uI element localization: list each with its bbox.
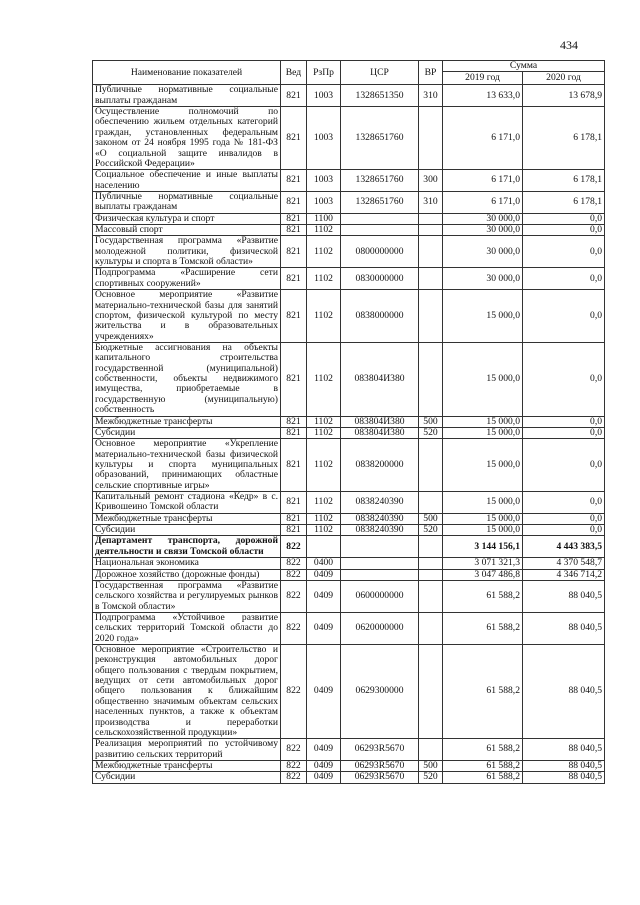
cell-vr — [419, 107, 443, 170]
cell-name: Публичные нормативные социальные выплаты гражданам — [93, 191, 281, 213]
cell-ved: 821 — [281, 236, 307, 268]
cell-vr — [419, 439, 443, 492]
cell-y2020: 13 678,9 — [523, 85, 605, 107]
cell-ved: 822 — [281, 558, 307, 569]
cell-ved: 821 — [281, 290, 307, 343]
cell-ved: 822 — [281, 580, 307, 612]
cell-csr — [341, 213, 419, 224]
cell-csr: 1328651760 — [341, 107, 419, 170]
cell-y2019: 3 071 321,3 — [443, 558, 523, 569]
cell-vr — [419, 268, 443, 290]
cell-y2019: 30 000,0 — [443, 213, 523, 224]
cell-csr: 1328651760 — [341, 191, 419, 213]
cell-y2020: 88 040,5 — [523, 612, 605, 644]
cell-csr — [341, 558, 419, 569]
cell-csr — [341, 225, 419, 236]
cell-name: Публичные нормативные социальные выплаты гражданам — [93, 85, 281, 107]
cell-y2019: 61 588,2 — [443, 580, 523, 612]
cell-ved: 821 — [281, 107, 307, 170]
cell-y2020: 0,0 — [523, 439, 605, 492]
cell-ved: 821 — [281, 513, 307, 524]
cell-y2020: 6 178,1 — [523, 107, 605, 170]
cell-y2020: 4 346 714,2 — [523, 569, 605, 580]
cell-vr — [419, 236, 443, 268]
cell-csr: 06293R5670 — [341, 761, 419, 772]
header-sum: Сумма — [443, 61, 605, 72]
cell-name: Межбюджетные трансферты — [93, 416, 281, 427]
cell-y2020: 0,0 — [523, 492, 605, 514]
cell-y2019: 30 000,0 — [443, 268, 523, 290]
cell-name: Социальное обеспечение и иные выплаты населению — [93, 170, 281, 192]
cell-rzpr: 0409 — [307, 761, 341, 772]
cell-vr — [419, 492, 443, 514]
cell-rzpr: 1003 — [307, 107, 341, 170]
cell-csr: 0629300000 — [341, 645, 419, 739]
cell-rzpr: 1102 — [307, 225, 341, 236]
cell-y2019: 13 633,0 — [443, 85, 523, 107]
cell-rzpr: 1102 — [307, 513, 341, 524]
cell-vr — [419, 645, 443, 739]
cell-y2019: 61 588,2 — [443, 645, 523, 739]
cell-rzpr: 1003 — [307, 191, 341, 213]
cell-y2020: 0,0 — [523, 513, 605, 524]
cell-rzpr: 1102 — [307, 439, 341, 492]
cell-vr — [419, 580, 443, 612]
table-row — [93, 645, 605, 739]
cell-y2020: 6 178,1 — [523, 170, 605, 192]
cell-y2020: 0,0 — [523, 416, 605, 427]
cell-ved: 822 — [281, 739, 307, 761]
cell-ved: 821 — [281, 191, 307, 213]
cell-rzpr: 0409 — [307, 569, 341, 580]
cell-ved: 822 — [281, 612, 307, 644]
cell-y2019: 6 171,0 — [443, 107, 523, 170]
cell-rzpr: 1102 — [307, 492, 341, 514]
cell-ved: 821 — [281, 427, 307, 438]
table-row — [93, 342, 605, 416]
cell-rzpr: 1102 — [307, 416, 341, 427]
cell-y2020: 4 370 548,7 — [523, 558, 605, 569]
cell-csr: 0838200000 — [341, 439, 419, 492]
cell-csr — [341, 536, 419, 558]
cell-vr: 520 — [419, 525, 443, 536]
table-row — [93, 439, 605, 492]
cell-rzpr: 0409 — [307, 772, 341, 783]
cell-ved: 822 — [281, 761, 307, 772]
table-row — [93, 569, 605, 580]
cell-ved: 821 — [281, 439, 307, 492]
cell-y2019: 15 000,0 — [443, 513, 523, 524]
cell-ved: 822 — [281, 569, 307, 580]
header-2020: 2020 год — [523, 72, 605, 85]
table-row — [93, 225, 605, 236]
cell-y2019: 61 588,2 — [443, 761, 523, 772]
table-row — [93, 290, 605, 343]
cell-name: Капитальный ремонт стадиона «Кедр» в с. Кривошеино Томской области — [93, 492, 281, 514]
table-row — [93, 236, 605, 268]
cell-csr: 0830000000 — [341, 268, 419, 290]
cell-vr — [419, 558, 443, 569]
cell-y2019: 30 000,0 — [443, 236, 523, 268]
header-vr: ВР — [419, 61, 443, 85]
cell-name: Подпрограмма «Устойчивое развитие сельских территорий Томской области до 2020 года» — [93, 612, 281, 644]
page-number: 434 — [560, 38, 578, 52]
table-row — [93, 525, 605, 536]
header-csr: ЦСР — [341, 61, 419, 85]
cell-vr: 310 — [419, 191, 443, 213]
cell-csr: 0838240390 — [341, 492, 419, 514]
cell-ved: 821 — [281, 525, 307, 536]
cell-vr — [419, 612, 443, 644]
budget-table — [92, 60, 605, 784]
cell-rzpr: 0409 — [307, 739, 341, 761]
cell-name: Национальная экономика — [93, 558, 281, 569]
table-row — [93, 427, 605, 438]
table-row — [93, 580, 605, 612]
table-row — [93, 536, 605, 558]
table-row — [93, 170, 605, 192]
cell-y2020: 88 040,5 — [523, 645, 605, 739]
cell-ved: 821 — [281, 213, 307, 224]
cell-vr: 300 — [419, 170, 443, 192]
cell-rzpr: 0409 — [307, 580, 341, 612]
cell-y2020: 0,0 — [523, 213, 605, 224]
cell-y2020: 0,0 — [523, 225, 605, 236]
cell-rzpr: 1102 — [307, 427, 341, 438]
cell-name: Основное мероприятие «Развитие материально-технической базы для занятий спортом, физической культурой по месту жительства и в образовательных учреждениях» — [93, 290, 281, 343]
cell-y2019: 61 588,2 — [443, 612, 523, 644]
cell-name: Основное мероприятие «Строительство и реконструкция автомобильных дорог общего пользования с твердым покрытием, ведущих от сети автомобильных дорог общего пользования к ближайшим общественно значимым объектам сельских населенных пунктов, а также к объектам производства и переработки сельскохозяйственной продукции» — [93, 645, 281, 739]
cell-csr — [341, 569, 419, 580]
table-row — [93, 739, 605, 761]
cell-name: Бюджетные ассигнования на объекты капитального строительства государственной (муниципальной) собственности, объекты недвижимого имущества, приобретаемые в государственную (муниципальную) собственность — [93, 342, 281, 416]
cell-y2020: 6 178,1 — [523, 191, 605, 213]
cell-csr: 1328651760 — [341, 170, 419, 192]
cell-vr — [419, 290, 443, 343]
cell-vr — [419, 213, 443, 224]
table-body — [93, 85, 605, 783]
cell-rzpr: 1102 — [307, 525, 341, 536]
cell-y2019: 15 000,0 — [443, 439, 523, 492]
cell-y2019: 6 171,0 — [443, 170, 523, 192]
cell-ved: 821 — [281, 492, 307, 514]
cell-name: Департамент транспорта, дорожной деятельности и связи Томской области — [93, 536, 281, 558]
cell-ved: 822 — [281, 645, 307, 739]
cell-vr — [419, 739, 443, 761]
cell-y2020: 88 040,5 — [523, 739, 605, 761]
cell-y2019: 3 144 156,1 — [443, 536, 523, 558]
cell-vr — [419, 342, 443, 416]
cell-name: Физическая культура и спорт — [93, 213, 281, 224]
cell-csr: 083804И380 — [341, 427, 419, 438]
cell-y2020: 0,0 — [523, 290, 605, 343]
cell-y2019: 15 000,0 — [443, 342, 523, 416]
cell-csr: 0838000000 — [341, 290, 419, 343]
cell-y2019: 15 000,0 — [443, 416, 523, 427]
cell-ved: 821 — [281, 225, 307, 236]
cell-rzpr: 1003 — [307, 170, 341, 192]
cell-vr: 500 — [419, 416, 443, 427]
cell-csr: 0800000000 — [341, 236, 419, 268]
table-row — [93, 513, 605, 524]
cell-rzpr: 0409 — [307, 645, 341, 739]
cell-y2019: 6 171,0 — [443, 191, 523, 213]
table-row — [93, 416, 605, 427]
header-rzpr: РзПр — [307, 61, 341, 85]
cell-csr: 06293R5670 — [341, 739, 419, 761]
cell-ved: 821 — [281, 268, 307, 290]
cell-vr — [419, 225, 443, 236]
cell-y2019: 61 588,2 — [443, 739, 523, 761]
cell-y2019: 61 588,2 — [443, 772, 523, 783]
cell-rzpr: 0409 — [307, 612, 341, 644]
cell-vr: 500 — [419, 513, 443, 524]
cell-vr — [419, 569, 443, 580]
cell-csr: 0838240390 — [341, 513, 419, 524]
cell-rzpr: 1102 — [307, 268, 341, 290]
cell-y2020: 88 040,5 — [523, 761, 605, 772]
cell-ved: 822 — [281, 536, 307, 558]
header-ved: Вед — [281, 61, 307, 85]
cell-ved: 821 — [281, 342, 307, 416]
cell-rzpr: 1100 — [307, 213, 341, 224]
cell-csr: 0838240390 — [341, 525, 419, 536]
table-row — [93, 85, 605, 107]
cell-y2019: 30 000,0 — [443, 225, 523, 236]
cell-name: Субсидии — [93, 772, 281, 783]
table-row — [93, 191, 605, 213]
cell-y2020: 4 443 383,5 — [523, 536, 605, 558]
table-row — [93, 492, 605, 514]
cell-name: Осуществление полномочий по обеспечению жильем отдельных категорий граждан, установленных федеральным законом от 24 ноября 1995 года № 181-ФЗ «О социальной защите инвалидов в Российской Федерации» — [93, 107, 281, 170]
cell-y2020: 0,0 — [523, 268, 605, 290]
cell-rzpr: 0400 — [307, 558, 341, 569]
header-name: Наименование показателей — [93, 61, 281, 85]
cell-name: Подпрограмма «Расширение сети спортивных сооружений» — [93, 268, 281, 290]
table-row — [93, 612, 605, 644]
cell-y2019: 15 000,0 — [443, 290, 523, 343]
cell-csr: 083804И380 — [341, 342, 419, 416]
cell-y2019: 15 000,0 — [443, 525, 523, 536]
cell-y2020: 0,0 — [523, 342, 605, 416]
cell-y2020: 0,0 — [523, 236, 605, 268]
cell-name: Государственная программа «Развитие молодежной политики, физической культуры и спорта в Томской области» — [93, 236, 281, 268]
cell-y2019: 15 000,0 — [443, 492, 523, 514]
cell-name: Субсидии — [93, 525, 281, 536]
cell-name: Основное мероприятие «Укрепление материально-технической базы физической культуры и спорта муниципальных образований, принимающих областные сельские спортивные игры» — [93, 439, 281, 492]
cell-rzpr — [307, 536, 341, 558]
cell-y2020: 88 040,5 — [523, 580, 605, 612]
cell-vr — [419, 536, 443, 558]
cell-csr: 0600000000 — [341, 580, 419, 612]
table-row — [93, 268, 605, 290]
cell-vr: 520 — [419, 427, 443, 438]
cell-y2020: 0,0 — [523, 525, 605, 536]
cell-vr: 500 — [419, 761, 443, 772]
cell-rzpr: 1102 — [307, 236, 341, 268]
table-header — [93, 61, 605, 85]
cell-csr: 1328651350 — [341, 85, 419, 107]
cell-rzpr: 1102 — [307, 342, 341, 416]
cell-y2020: 88 040,5 — [523, 772, 605, 783]
table-row — [93, 761, 605, 772]
cell-name: Межбюджетные трансферты — [93, 761, 281, 772]
cell-ved: 821 — [281, 170, 307, 192]
table-row — [93, 107, 605, 170]
cell-ved: 821 — [281, 416, 307, 427]
cell-ved: 821 — [281, 85, 307, 107]
cell-rzpr: 1102 — [307, 290, 341, 343]
cell-vr: 310 — [419, 85, 443, 107]
cell-name: Государственная программа «Развитие сельского хозяйства и регулируемых рынков в Томской области» — [93, 580, 281, 612]
cell-name: Массовый спорт — [93, 225, 281, 236]
cell-y2019: 15 000,0 — [443, 427, 523, 438]
cell-csr: 083804И380 — [341, 416, 419, 427]
cell-name: Субсидии — [93, 427, 281, 438]
table-row — [93, 213, 605, 224]
cell-y2019: 3 047 486,8 — [443, 569, 523, 580]
cell-csr: 06293R5670 — [341, 772, 419, 783]
cell-vr: 520 — [419, 772, 443, 783]
cell-name: Реализация мероприятий по устойчивому развитию сельских территорий — [93, 739, 281, 761]
cell-y2020: 0,0 — [523, 427, 605, 438]
table-row — [93, 772, 605, 783]
cell-name: Межбюджетные трансферты — [93, 513, 281, 524]
table-row — [93, 558, 605, 569]
cell-name: Дорожное хозяйство (дорожные фонды) — [93, 569, 281, 580]
header-2019: 2019 год — [443, 72, 523, 85]
cell-ved: 822 — [281, 772, 307, 783]
cell-rzpr: 1003 — [307, 85, 341, 107]
cell-csr: 0620000000 — [341, 612, 419, 644]
